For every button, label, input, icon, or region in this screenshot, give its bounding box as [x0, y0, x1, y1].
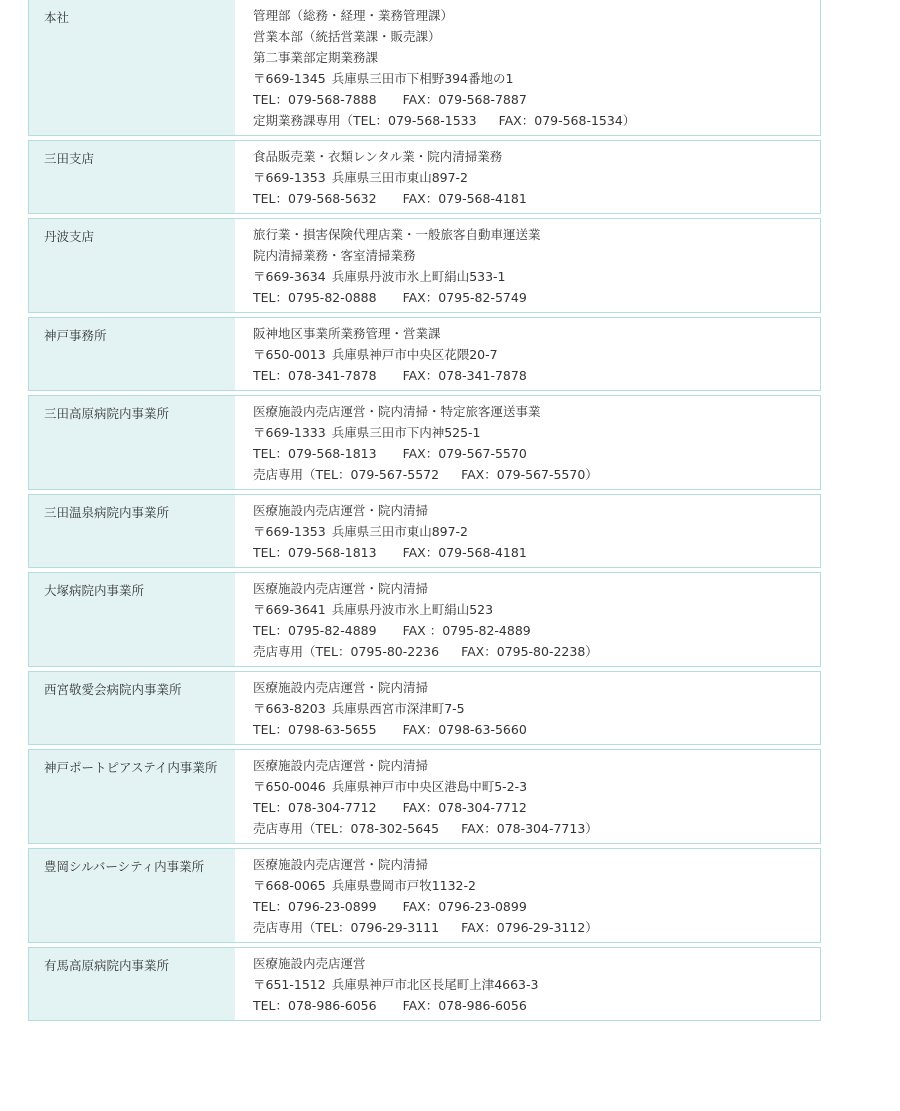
office-detail: [235, 849, 820, 942]
service-line: 食品販売業・衣類レンタル業・院内清掃業務: [253, 149, 503, 164]
dedicated-label: 売店専用（: [253, 920, 316, 935]
postal-code: 〒669-1353: [253, 524, 326, 539]
service-line: 旅行業・損害保険代理店業・一般旅客自動車運送業: [253, 227, 541, 242]
office-row: [28, 218, 821, 313]
dedicated-tel: TEL：079-568-1533: [353, 113, 477, 128]
fax-number: FAX：078-986-6056: [402, 998, 527, 1013]
contact-line: [253, 896, 820, 917]
contact-line: [253, 995, 820, 1016]
fax-number: FAX：079-568-7887: [402, 92, 527, 107]
address-line: [253, 776, 820, 797]
service-line: 医療施設内売店運営・院内清掃: [253, 758, 429, 773]
dedicated-contact-line: [253, 641, 820, 662]
postal-code: 〒650-0013: [253, 347, 326, 362]
office-detail: [235, 0, 820, 135]
contact-line: [253, 443, 820, 464]
office-name: 三田温泉病院内事業所: [29, 495, 235, 567]
office-row: [28, 395, 821, 490]
dedicated-label: 定期業務課専用（: [253, 113, 354, 128]
office-row: [28, 0, 821, 136]
service-line: 医療施設内売店運営・院内清掃: [253, 857, 429, 872]
address: 兵庫県西宮市深津町7-5: [331, 701, 465, 716]
tel-number: TEL：078-341-7878: [253, 368, 377, 383]
contact-line: [253, 797, 820, 818]
service-line: 医療施設内売店運営・院内清掃: [253, 503, 429, 518]
office-name: 西宮敬愛会病院内事業所: [29, 672, 235, 744]
office-name: 本社: [29, 0, 235, 135]
service-line: 医療施設内売店運営・院内清掃: [253, 581, 429, 596]
fax-number: FAX：079-567-5570: [402, 446, 527, 461]
address-line: [253, 344, 820, 365]
fax-number: FAX ：0795-82-4889: [402, 623, 531, 638]
fax-number: FAX：0798-63-5660: [402, 722, 527, 737]
postal-code: 〒650-0046: [253, 779, 326, 794]
office-row: [28, 140, 821, 214]
office-name: 丹波支店: [29, 219, 235, 312]
contact-line: [253, 188, 820, 209]
address-line: [253, 422, 820, 443]
service-line: 営業本部（統括営業課・販売課）: [253, 29, 441, 44]
office-name: 神戸事務所: [29, 318, 235, 390]
dedicated-fax: FAX：079-567-5570）: [461, 467, 598, 482]
service-line: 第二事業部定期業務課: [253, 50, 379, 65]
postal-code: 〒668-0065: [253, 878, 326, 893]
tel-number: TEL：0795-82-4889: [253, 623, 377, 638]
address-line: [253, 521, 820, 542]
postal-code: 〒669-3634: [253, 269, 326, 284]
dedicated-contact-line: [253, 464, 820, 485]
fax-number: FAX：0795-82-5749: [402, 290, 527, 305]
service-line: 医療施設内売店運営・院内清掃: [253, 680, 429, 695]
office-detail: [235, 318, 820, 390]
tel-number: TEL：078-304-7712: [253, 800, 377, 815]
postal-code: 〒663-8203: [253, 701, 326, 716]
dedicated-fax: FAX：079-568-1534）: [498, 113, 636, 128]
tel-number: TEL：0795-82-0888: [253, 290, 377, 305]
office-list: [28, 0, 821, 1025]
address: 兵庫県三田市東山897-2: [331, 524, 469, 539]
office-name: 神戸ポートピアステイ内事業所: [29, 750, 235, 843]
dedicated-tel: TEL：0796-29-3111: [315, 920, 440, 935]
address: 兵庫県丹波市氷上町絹山523: [331, 602, 494, 617]
contact-line: [253, 542, 820, 563]
fax-number: FAX：078-341-7878: [402, 368, 527, 383]
dedicated-fax: FAX：0795-80-2238）: [461, 644, 598, 659]
office-detail: [235, 750, 820, 843]
office-detail: [235, 396, 820, 489]
contact-line: [253, 89, 820, 110]
postal-code: 〒651-1512: [253, 977, 326, 992]
fax-number: FAX：079-568-4181: [402, 191, 527, 206]
dedicated-tel: TEL：0795-80-2236: [315, 644, 440, 659]
dedicated-tel: TEL：078-302-5645: [315, 821, 440, 836]
tel-number: TEL：0798-63-5655: [253, 722, 377, 737]
tel-number: TEL：079-568-7888: [253, 92, 377, 107]
tel-number: TEL：079-568-1813: [253, 545, 377, 560]
postal-code: 〒669-3641: [253, 602, 326, 617]
address-line: [253, 266, 820, 287]
office-row: [28, 749, 821, 844]
dedicated-label: 売店専用（: [253, 644, 316, 659]
contact-line: [253, 287, 820, 308]
tel-number: TEL：079-568-5632: [253, 191, 377, 206]
address: 兵庫県三田市下内神525-1: [331, 425, 481, 440]
address: 兵庫県三田市下相野394番地の1: [331, 71, 514, 86]
office-detail: [235, 672, 820, 744]
fax-number: FAX：079-568-4181: [402, 545, 527, 560]
postal-code: 〒669-1333: [253, 425, 326, 440]
service-line: 管理部（総務・経理・業務管理課）: [253, 8, 454, 23]
office-detail: [235, 573, 820, 666]
dedicated-tel: TEL：079-567-5572: [315, 467, 440, 482]
dedicated-contact-line: [253, 917, 820, 938]
office-row: [28, 947, 821, 1021]
address: 兵庫県丹波市氷上町絹山533-1: [331, 269, 506, 284]
office-detail: [235, 948, 820, 1020]
service-line: 医療施設内売店運営・院内清掃・特定旅客運送事業: [253, 404, 541, 419]
tel-number: TEL：0796-23-0899: [253, 899, 377, 914]
address: 兵庫県豊岡市戸牧1132-2: [331, 878, 476, 893]
address: 兵庫県神戸市北区長尾町上津4663-3: [331, 977, 539, 992]
tel-number: TEL：078-986-6056: [253, 998, 377, 1013]
service-line: 院内清掃業務・客室清掃業務: [253, 248, 416, 263]
postal-code: 〒669-1353: [253, 170, 326, 185]
office-detail: [235, 141, 820, 213]
office-name: 豊岡シルバーシティ内事業所: [29, 849, 235, 942]
office-name: 有馬高原病院内事業所: [29, 948, 235, 1020]
address: 兵庫県神戸市中央区港島中町5-2-3: [331, 779, 528, 794]
office-name: 大塚病院内事業所: [29, 573, 235, 666]
service-line: 阪神地区事業所業務管理・営業課: [253, 326, 441, 341]
office-detail: [235, 495, 820, 567]
office-detail: [235, 219, 820, 312]
contact-line: [253, 719, 820, 740]
contact-line: [253, 365, 820, 386]
office-row: [28, 671, 821, 745]
address: 兵庫県三田市東山897-2: [331, 170, 469, 185]
office-row: [28, 572, 821, 667]
address-line: [253, 68, 820, 89]
fax-number: FAX：0796-23-0899: [402, 899, 527, 914]
office-name: 三田支店: [29, 141, 235, 213]
postal-code: 〒669-1345: [253, 71, 326, 86]
service-line: 医療施設内売店運営: [253, 956, 366, 971]
office-name: 三田高原病院内事業所: [29, 396, 235, 489]
office-row: [28, 494, 821, 568]
tel-number: TEL：079-568-1813: [253, 446, 377, 461]
dedicated-label: 売店専用（: [253, 821, 316, 836]
contact-line: [253, 620, 820, 641]
dedicated-label: 売店専用（: [253, 467, 316, 482]
address-line: [253, 875, 820, 896]
office-row: [28, 317, 821, 391]
address-line: [253, 599, 820, 620]
fax-number: FAX：078-304-7712: [402, 800, 527, 815]
dedicated-contact-line: [253, 110, 820, 131]
address: 兵庫県神戸市中央区花隈20-7: [331, 347, 498, 362]
address-line: [253, 167, 820, 188]
address-line: [253, 698, 820, 719]
dedicated-fax: FAX：078-304-7713）: [461, 821, 598, 836]
office-row: [28, 848, 821, 943]
address-line: [253, 974, 820, 995]
dedicated-contact-line: [253, 818, 820, 839]
dedicated-fax: FAX：0796-29-3112）: [461, 920, 598, 935]
